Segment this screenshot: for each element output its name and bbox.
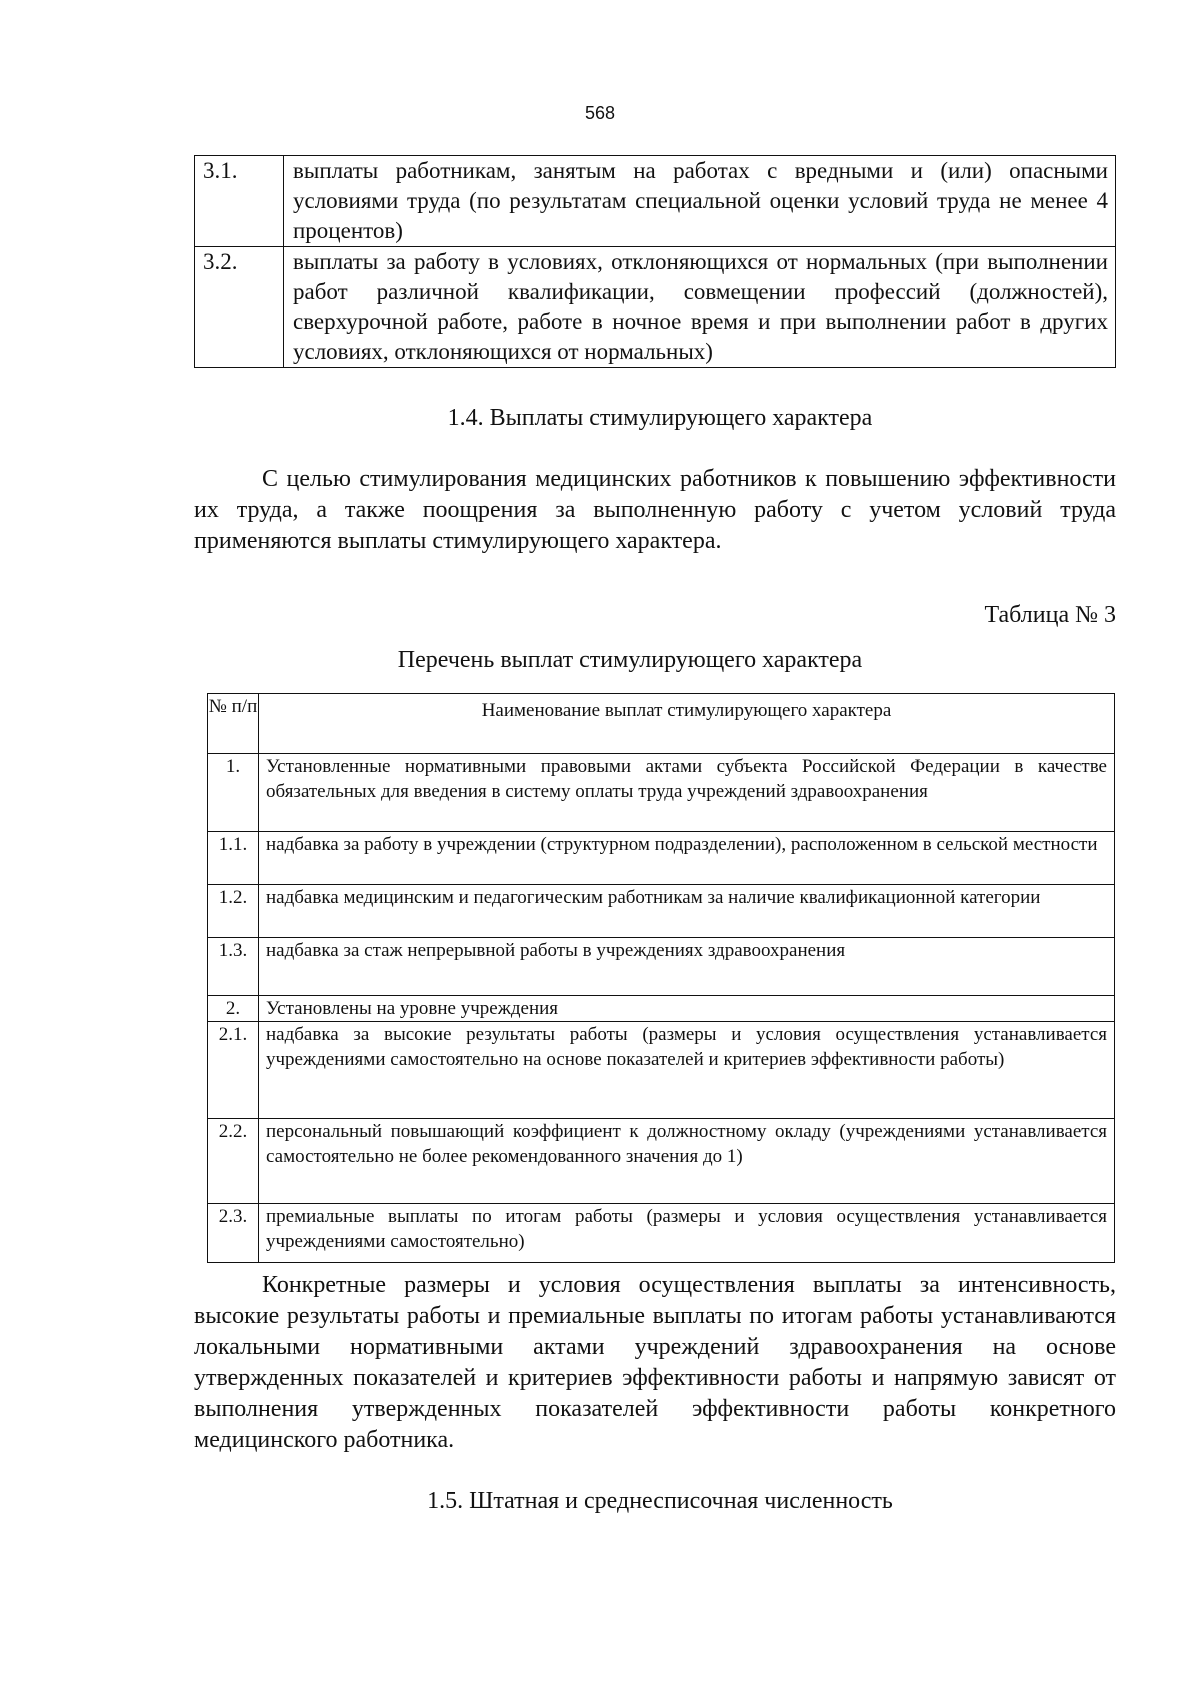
row-text: премиальные выплаты по итогам работы (размеры и условия осуществления устанавливается учреждениями самостоятельно)	[259, 1204, 1115, 1263]
header-name: Наименование выплат стимулирующего характера	[259, 694, 1115, 754]
row-text: надбавка за высокие результаты работы (размеры и условия осуществления устанавливается учреждениями самостоятельно на основе показателей и критериев эффективности работы)	[259, 1022, 1115, 1119]
row-number: 1.	[208, 754, 259, 832]
payments-table-continuation	[194, 155, 1116, 368]
row-number: 3.1.	[195, 156, 284, 247]
row-number: 1.2.	[208, 885, 259, 938]
row-text: персональный повышающий коэффициент к должностному окладу (учреждениями устанавливается самостоятельно не более рекомендованного значения до 1)	[259, 1119, 1115, 1204]
table-header-row	[208, 694, 1115, 754]
table-row	[208, 885, 1115, 938]
row-number: 2.3.	[208, 1204, 259, 1263]
table-row	[208, 832, 1115, 885]
row-text: Установлены на уровне учреждения	[259, 996, 1115, 1022]
header-number: № п/п	[208, 694, 259, 754]
paragraph-after-table: Конкретные размеры и условия осуществления выплаты за интенсивность, высокие результаты работы и премиальные выплаты по итогам работы устанавливаются локальными нормативными актами учреждений здравоохранения на основе утвержденных показателей и критериев эффективности работы и напрямую зависят от выполнения утвержденных показателей эффективности работы конкретного медицинского работника.	[194, 1272, 1116, 1453]
row-text: надбавка медицинским и педагогическим работникам за наличие квалификационной категории	[259, 885, 1115, 938]
table-row	[195, 156, 1116, 247]
section-heading-1-4: 1.4. Выплаты стимулирующего характера	[447, 405, 873, 431]
table-title: Перечень выплат стимулирующего характера	[397, 647, 863, 673]
row-number: 2.1.	[208, 1022, 259, 1119]
table-row	[208, 1022, 1115, 1119]
row-text: выплаты за работу в условиях, отклоняющихся от нормальных (при выполнении работ различной квалификации, совмещении профессий (должностей), сверхурочной работе, работе в ночное время и при выполнении работ в других условиях, отклоняющихся от нормальных)	[284, 247, 1116, 368]
row-text: выплаты работникам, занятым на работах с вредными и (или) опасными условиями труда (по результатам специальной оценки условий труда не менее 4 процентов)	[284, 156, 1116, 247]
table-row	[208, 1119, 1115, 1204]
section-heading-1-5: 1.5. Штатная и среднесписочная численность	[427, 1488, 893, 1514]
row-text: Установленные нормативными правовыми актами субъекта Российской Федерации в качестве обязательных для введения в систему оплаты труда учреждений здравоохранения	[259, 754, 1115, 832]
table-row	[208, 1204, 1115, 1263]
row-text: надбавка за работу в учреждении (структурном подразделении), расположенном в сельской местности	[259, 832, 1115, 885]
row-number: 2.	[208, 996, 259, 1022]
row-number: 2.2.	[208, 1119, 259, 1204]
table-number-label: Таблица № 3	[984, 602, 1116, 628]
row-number: 1.1.	[208, 832, 259, 885]
incentive-payments-table	[207, 693, 1115, 1263]
row-number: 3.2.	[195, 247, 284, 368]
row-text: надбавка за стаж непрерывной работы в учреждениях здравоохранения	[259, 938, 1115, 996]
row-number: 1.3.	[208, 938, 259, 996]
table-row	[208, 754, 1115, 832]
table-row	[208, 996, 1115, 1022]
table-row	[208, 938, 1115, 996]
table-row	[195, 247, 1116, 368]
section-1-4-paragraph: С целью стимулирования медицинских работников к повышению эффективности их труда, а также поощрения за выполненную работу с учетом условий труда применяются выплаты стимулирующего характера.	[194, 466, 1116, 554]
page-number: 568	[584, 103, 616, 123]
